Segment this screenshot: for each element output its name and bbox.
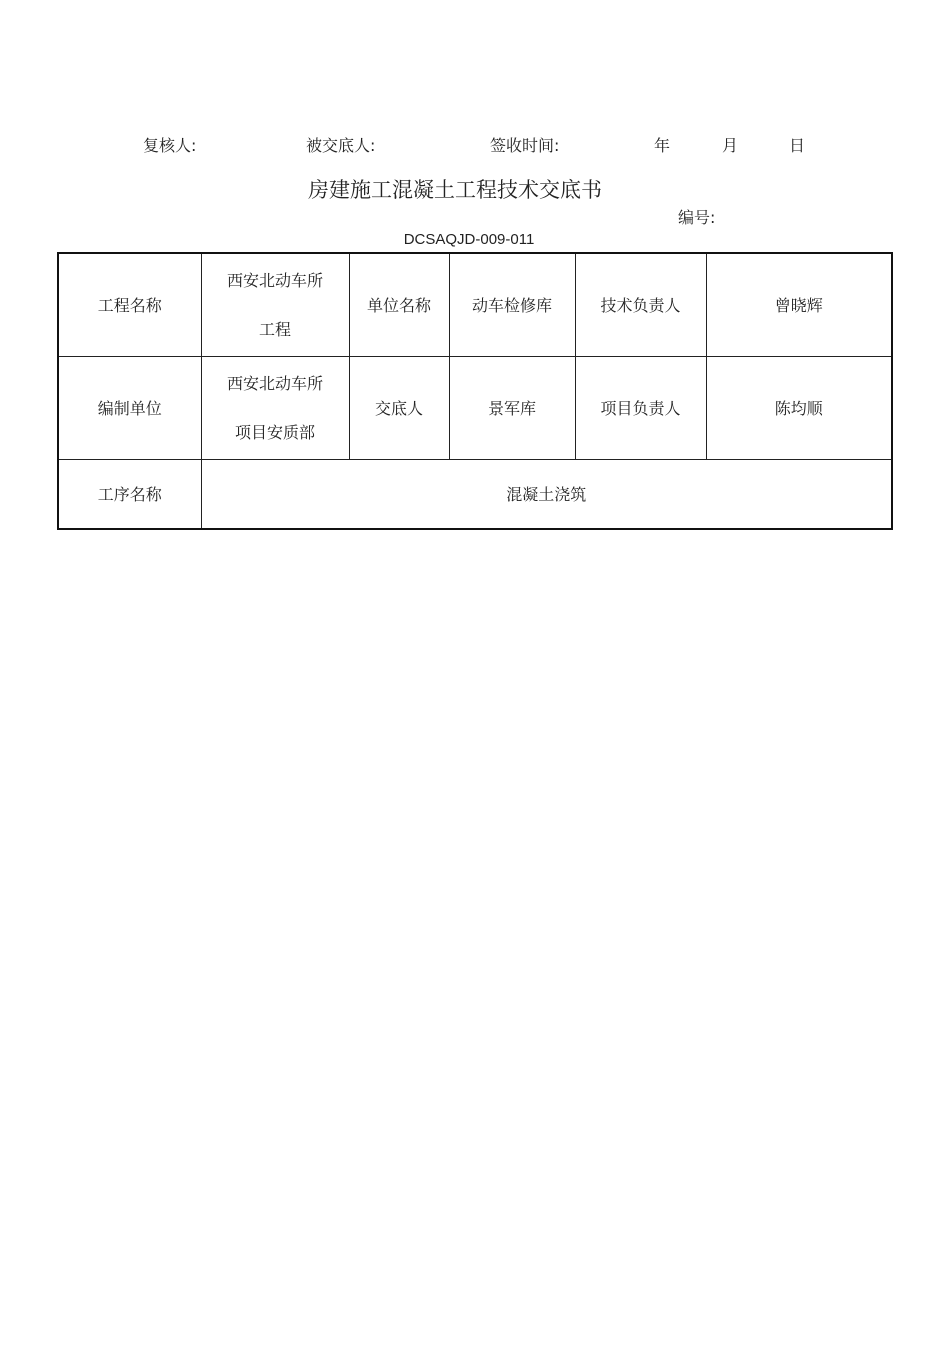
project-name-line1: 西安北动车所 bbox=[226, 270, 323, 290]
project-name-line2: 工程 bbox=[258, 319, 291, 339]
briefer-value: 景军库 bbox=[449, 356, 575, 459]
compiler-line1: 西安北动车所 bbox=[226, 373, 323, 393]
unit-name-label: 单位名称 bbox=[349, 253, 449, 356]
briefer-label: 交底人 bbox=[349, 356, 449, 459]
table-row bbox=[58, 356, 892, 459]
table-row bbox=[58, 459, 892, 529]
document-title: 房建施工混凝土工程技术交底书 bbox=[308, 178, 602, 202]
project-lead-value: 陈均顺 bbox=[706, 356, 892, 459]
process-name-label: 工序名称 bbox=[58, 459, 201, 529]
tech-lead-label: 技术负责人 bbox=[575, 253, 706, 356]
day-label: 日 bbox=[789, 136, 806, 155]
project-name-label: 工程名称 bbox=[58, 253, 201, 356]
process-name-value: 混凝土浇筑 bbox=[201, 459, 892, 529]
compiler-line2: 项目安质部 bbox=[234, 422, 315, 442]
compiler-value bbox=[201, 356, 349, 459]
serial-label: 编号: bbox=[678, 208, 716, 227]
disclosure-info-table bbox=[57, 252, 893, 530]
year-label: 年 bbox=[654, 136, 671, 155]
receipt-time-label: 签收时间: bbox=[490, 136, 560, 155]
project-name-value bbox=[201, 253, 349, 356]
recipient-label: 被交底人: bbox=[306, 136, 376, 155]
unit-name-value: 动车检修库 bbox=[449, 253, 575, 356]
table-row bbox=[58, 253, 892, 356]
reviewer-label: 复核人: bbox=[143, 136, 197, 155]
compiler-label: 编制单位 bbox=[58, 356, 201, 459]
serial-number: DCSAQJD-009-011 bbox=[403, 231, 535, 248]
month-label: 月 bbox=[722, 136, 739, 155]
tech-lead-value: 曾晓辉 bbox=[706, 253, 892, 356]
project-lead-label: 项目负责人 bbox=[575, 356, 706, 459]
